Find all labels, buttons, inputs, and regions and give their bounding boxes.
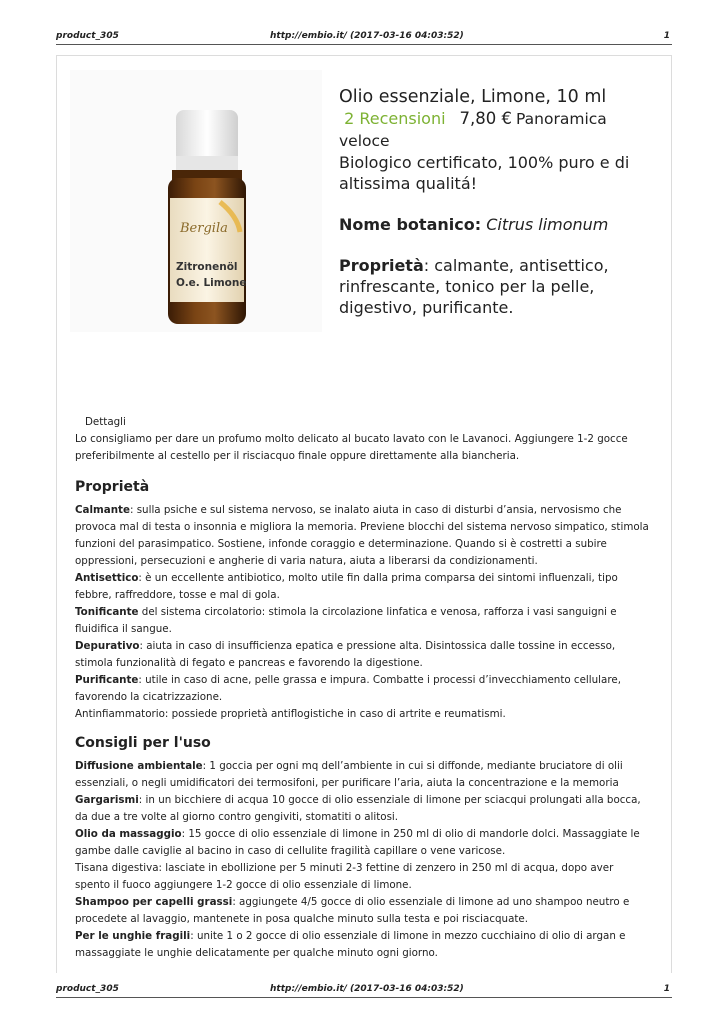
list-item [75, 604, 650, 638]
list-item-text: : aggiungete 4/5 gocce di olio essenziale di limone ad uno shampoo neutro e procedete al lavaggio, mantenete in posa qualche minuto sulla testa e poi risciacquate. [75, 896, 630, 925]
botanical-value: Citrus limonum [486, 215, 609, 234]
product-price: 7,80 € [459, 109, 513, 128]
list-item [75, 758, 650, 792]
list-item-term: Per le unghie fragili [75, 930, 191, 942]
list-item-term: Calmante [75, 504, 130, 516]
product-title: Olio essenziale, Limone, 10 ml [339, 87, 607, 107]
list-item-term: Purificante [75, 674, 139, 686]
list-item-text: : unite 1 o 2 gocce di olio essenziale di limone in mezzo cucchiaino di olio di argan e massaggiate le unghie delicatamente per qualche minuto ogni giorno. [75, 930, 626, 959]
footer-url: http://embio.it/ (2017-03-16 04:03:52) [270, 984, 464, 994]
list-item [75, 672, 650, 706]
list-item [75, 570, 650, 604]
list-item [75, 826, 650, 860]
list-item-term: Olio da massaggio [75, 828, 182, 840]
footer-page-number: 1 [663, 984, 670, 994]
tab-details[interactable]: Dettagli [85, 416, 126, 428]
usage-heading: Consigli per l'uso [75, 735, 211, 751]
list-item-text: : sulla psiche e sul sistema nervoso, se inalato aiuta in caso di disturbi d’ansia, nervosismo che provoca mal di testa o insonnia e migliora la memoria. Previene blocchi del sistema nervoso simpatico, stimola funzioni del parasimpatico. Sostiene, infonde coraggio e determinazione. Quando si è costretti a subire oppressioni, persecuzioni e angherie di varia natura, aiuta a liberarsi da condizionamenti. [75, 504, 649, 567]
list-item-term: Shampoo per capelli grassi [75, 896, 233, 908]
list-item-text: : è un eccellente antibiotico, molto utile fin dalla prima comparsa dei sintomi influenzali, tipo febbre, raffreddore, tosse e mal di gola. [75, 572, 618, 601]
tisana-text: Tisana digestiva: lasciate in ebollizione per 5 minuti 2-3 fettine di zenzero in 250 ml di acqua, dopo aver spento il fuoco aggiungere 1-2 gocce di olio essenziale di limone. [75, 862, 614, 891]
reviews-link[interactable]: 2 Recensioni [344, 109, 446, 128]
list-item-text: del sistema circolatorio: stimola la circolazione linfatica e venosa, rafforza i vasi sanguigni e fluidifica il sangue. [75, 606, 617, 635]
list-item-term: Depurativo [75, 640, 140, 652]
list-item [75, 792, 650, 826]
product-properties [339, 255, 639, 318]
properties-heading: Proprietà [75, 479, 150, 495]
antiinflammatory-text: Antinfiammatorio: possiede proprietà antiflogistiche in caso di artrite e reumatismi. [75, 708, 506, 720]
page-header [56, 30, 672, 45]
botanical-name [339, 214, 639, 235]
list-item [75, 638, 650, 672]
details-intro: Lo consigliamo per dare un profumo molto delicato al bucato lavato con le Lavanoci. Aggiungere 1-2 gocce preferibilmente al cestello per il risciacquo finale oppure direttamente alla biancheria. [75, 433, 628, 462]
bottle-text-2: O.e. Limone [176, 277, 247, 289]
header-product-id: product_305 [56, 31, 119, 41]
list-item-term: Tonificante [75, 606, 139, 618]
properties-value: : calmante, antisettico, rinfrescante, tonico per la pelle, digestivo, purificante. [339, 256, 609, 317]
list-item [75, 894, 650, 928]
details-section [75, 414, 650, 962]
page-footer [56, 983, 672, 998]
botanical-label: Nome botanico: [339, 215, 482, 234]
properties-list [75, 502, 650, 706]
list-item-term: Diffusione ambientale [75, 760, 203, 772]
header-page-number: 1 [663, 31, 670, 41]
properties-label: Proprietà [339, 256, 424, 275]
quick-view-link[interactable]: Panoramica veloce [339, 110, 607, 150]
product-tagline: Biologico certificato, 100% puro e di altissima qualitá! [339, 153, 630, 193]
list-item-term: Antisettico [75, 572, 139, 584]
usage-list [75, 758, 650, 860]
bottle-text-1: Zitronenöl [176, 261, 238, 273]
footer-product-id: product_305 [56, 984, 119, 994]
product-info [339, 86, 639, 318]
product-meta [339, 108, 639, 152]
list-item-text: : aiuta in caso di insufficienza epatica e pressione alta. Disintossica dalle tossine in eccesso, stimola funzionalità di fegato e pancreas e favorendo la digestione. [75, 640, 616, 669]
product-image [70, 70, 322, 332]
usage-list-2 [75, 894, 650, 962]
list-item-text: : 15 gocce di olio essenziale di limone in 250 ml di olio di mandorle dolci. Massaggiate le gambe dalle caviglie al bacino in caso di cellulite fragilità capillare o vene varicose. [75, 828, 640, 857]
header-url: http://embio.it/ (2017-03-16 04:03:52) [270, 31, 464, 41]
list-item [75, 928, 650, 962]
list-item-term: Gargarismi [75, 794, 139, 806]
list-item-text: : 1 goccia per ogni mq dell’ambiente in cui si diffonde, mediante bruciatore di olii essenziali, o negli umidificatori dei termosifoni, per purificare l’aria, aiuta la concentrazione e la memoria [75, 760, 623, 789]
bottle-brand-text: Bergila [180, 221, 228, 236]
list-item-text: : in un bicchiere di acqua 10 gocce di olio essenziale di limone per sciacqui prolungati alla bocca, da due a tre volte al giorno contro gengiviti, stomatiti o alitosi. [75, 794, 641, 823]
list-item-text: : utile in caso di acne, pelle grassa e impura. Combatte i processi d’invecchiamento cellulare, favorendo la cicatrizzazione. [75, 674, 621, 703]
list-item [75, 502, 650, 570]
